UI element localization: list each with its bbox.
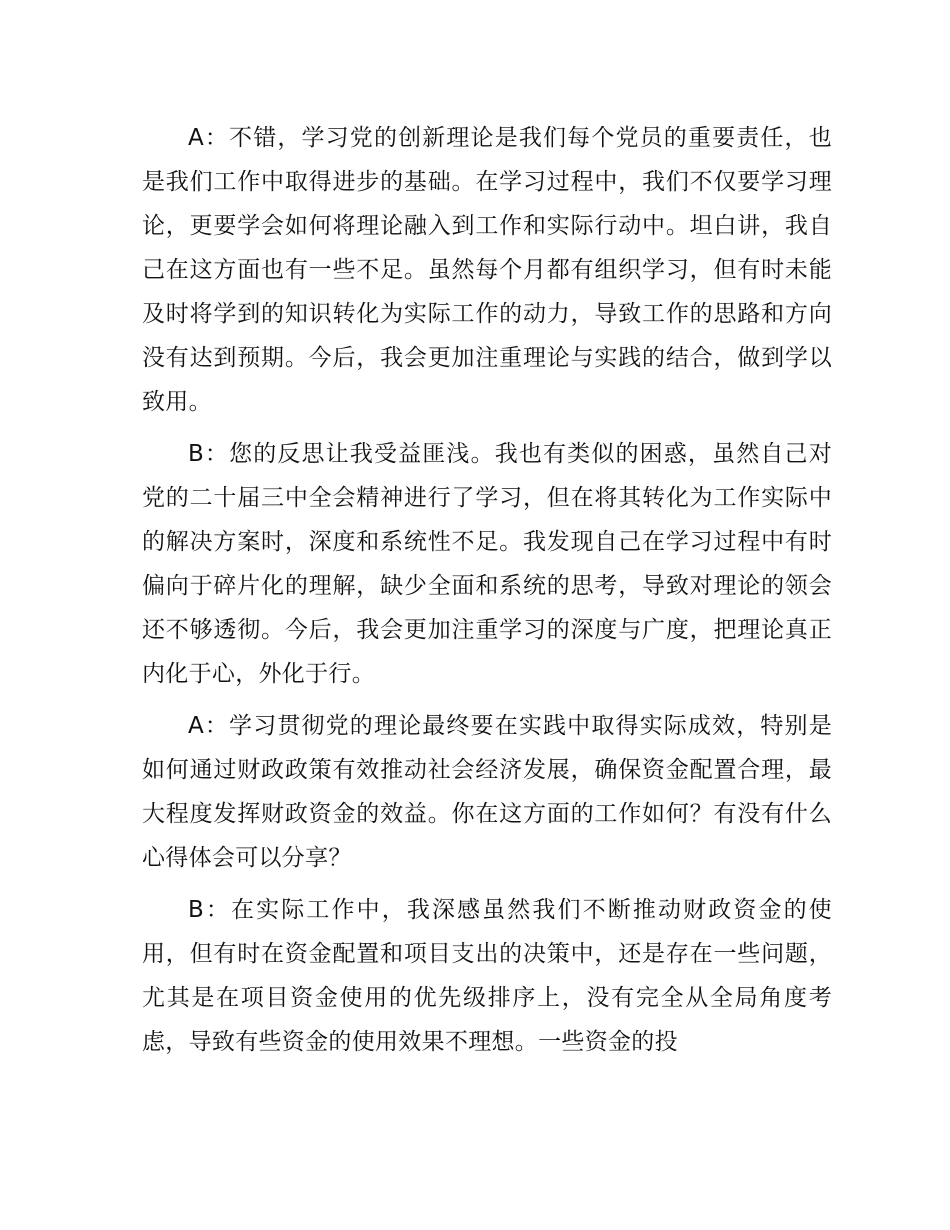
- paragraph-4: B：在实际工作中，我深感虽然我们不断推动财政资金的使用，但有时在资金配置和项目支出的决策中，还是存在一些问题，尤其是在项目资金使用的优先级排序上，没有完全从全局角度考虑，导致有些资金的使用效果不理想。一些资金的投: [142, 897, 832, 1055]
- paragraph-2: B：您的反思让我受益匪浅。我也有类似的困惑，虽然自己对党的二十届三中全会精神进行了学习，但在将其转化为工作实际中的解决方案时，深度和系统性不足。我发现自己在学习过程中有时偏向于碎片化的理解，缺少全面和系统的思考，导致对理论的领会还不够透彻。今后，我会更加注重学习的深度与广度，把理论真正内化于心，外化于行。: [142, 441, 832, 687]
- paragraph-1: A：不错，学习党的创新理论是我们每个党员的重要责任，也是我们工作中取得进步的基础。在学习过程中，我们不仅要学习理论，更要学会如何将理论融入到工作和实际行动中。坦白讲，我自己在这方面也有一些不足。虽然每个月都有组织学习，但有时未能及时将学到的知识转化为实际工作的动力，导致工作的思路和方向没有达到预期。今后，我会更加注重理论与实践的结合，做到学以致用。: [142, 125, 832, 415]
- document-body: [142, 116, 832, 1072]
- paragraph-3: A：学习贯彻党的理论最终要在实践中取得实际成效，特别是如何通过财政政策有效推动社会经济发展，确保资金配置合理，最大程度发挥财政资金的效益。你在这方面的工作如何？有没有什么心得体会可以分享？: [142, 713, 832, 871]
